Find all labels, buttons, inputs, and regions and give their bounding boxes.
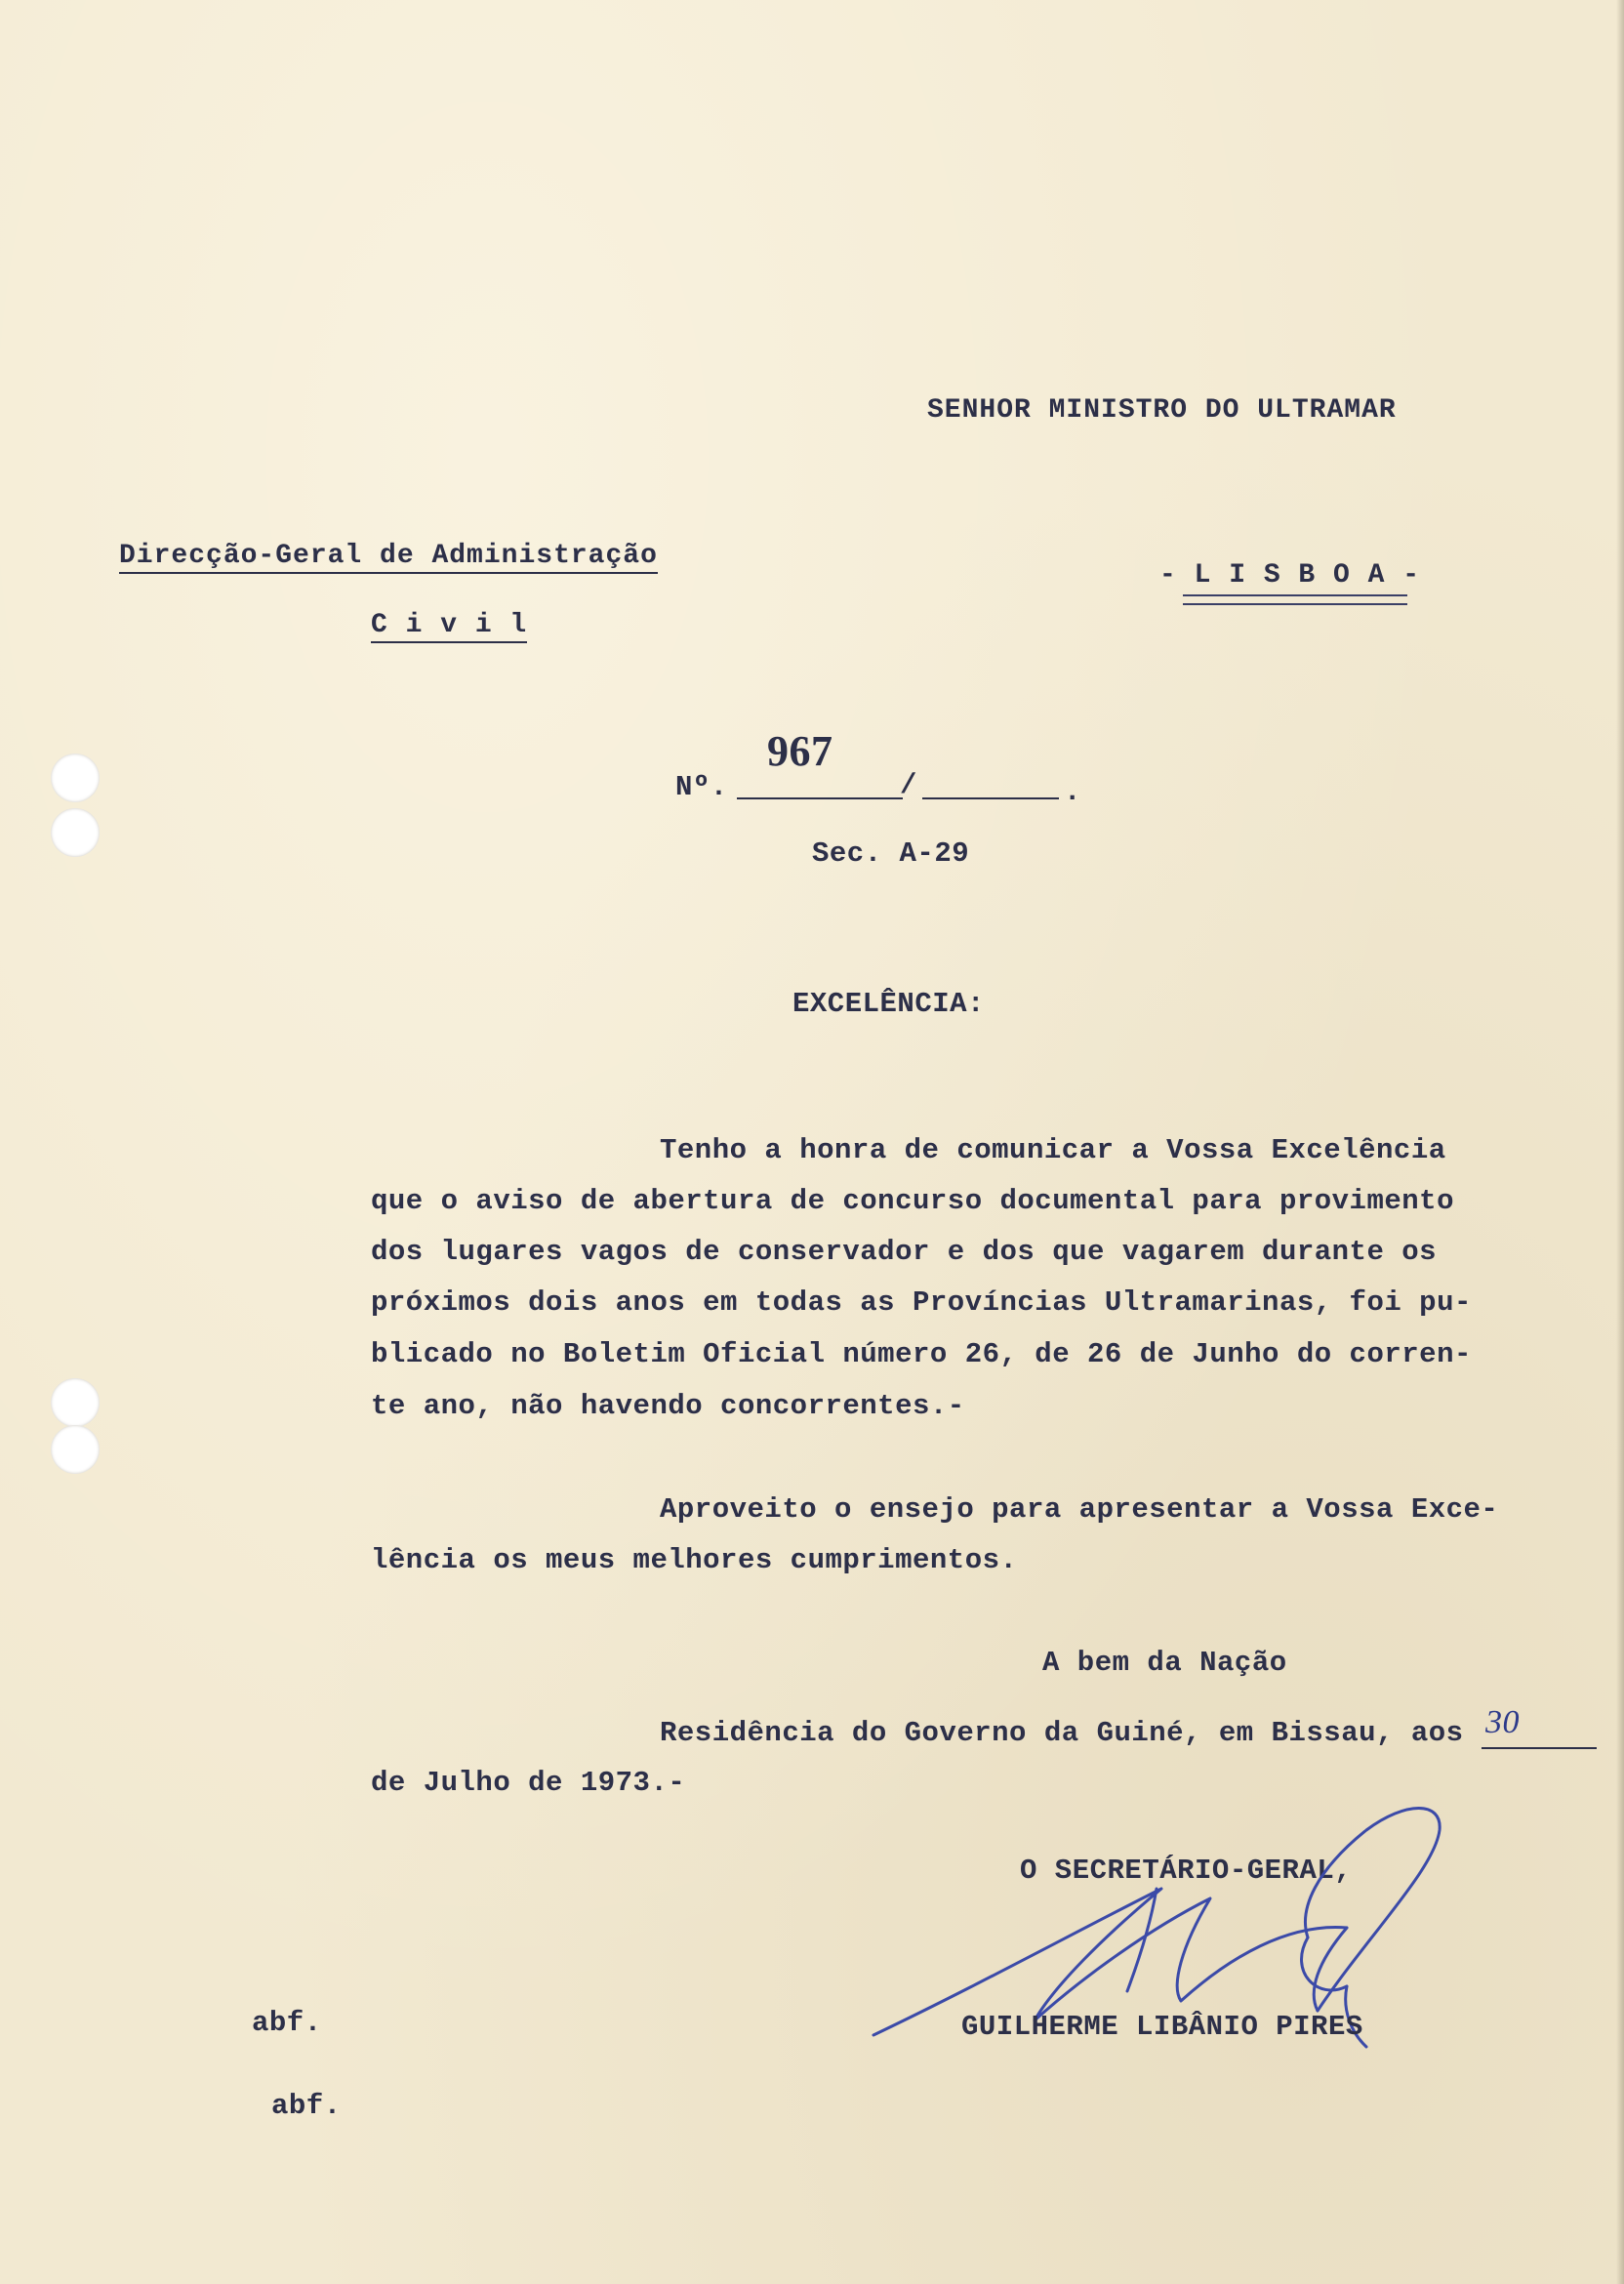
signatory-name: GUILHERME LIBÂNIO PIRES (961, 2011, 1363, 2043)
punch-hole (51, 1378, 100, 1427)
reference-number: 967 (767, 727, 833, 775)
paragraph2-line: lência os meus melhores cumprimentos. (371, 1544, 1018, 1576)
day-blank (1482, 1747, 1597, 1749)
reference-blank-2 (922, 797, 1059, 799)
section-code: Sec. A-29 (812, 837, 970, 870)
signatory-title: O SECRETÁRIO-GERAL, (1020, 1855, 1353, 1887)
city-underline (1183, 594, 1407, 605)
department-line1: Direcção-Geral de Administração (119, 543, 658, 574)
reference-blank-1 (737, 797, 903, 799)
place-date-line1: Residência do Governo da Guiné, em Bissau, aos (660, 1717, 1464, 1749)
paper-edge (1616, 0, 1624, 2284)
paragraph1-line: próximos dois anos em todas as Províncias Ultramarinas, foi pu- (371, 1286, 1472, 1319)
department-line2: C i v i l (371, 612, 527, 643)
initials-2: abf. (271, 2090, 342, 2122)
addressee: SENHOR MINISTRO DO ULTRAMAR (927, 395, 1397, 426)
paragraph1-line: dos lugares vagos de conservador e dos que vagarem durante os (371, 1236, 1438, 1268)
paragraph1-line: blicado no Boletim Oficial número 26, de 26 de Junho do corren- (371, 1338, 1472, 1370)
place-date-line2: de Julho de 1973.- (371, 1767, 686, 1799)
paragraph1-line: Tenho a honra de comunicar a Vossa Excelência (660, 1134, 1446, 1166)
reference-dot: . (1064, 776, 1081, 808)
city: - L I S B O A - (1159, 560, 1421, 591)
place-date-day: 30 (1485, 1704, 1520, 1740)
reference-label: Nº. (675, 771, 728, 803)
paragraph1-line: te ano, não havendo concorrentes.- (371, 1390, 965, 1422)
punch-hole (51, 1425, 100, 1474)
paragraph2-line: Aproveito o ensejo para apresentar a Vossa Exce- (660, 1493, 1499, 1526)
punch-hole (51, 808, 100, 857)
reference-separator: / (900, 769, 917, 801)
punch-hole (51, 754, 100, 802)
salutation: EXCELÊNCIA: (792, 988, 985, 1020)
paragraph1-line: que o aviso de abertura de concurso documental para provimento (371, 1185, 1454, 1217)
closing: A bem da Nação (1042, 1647, 1287, 1679)
initials-1: abf. (252, 2007, 322, 2039)
